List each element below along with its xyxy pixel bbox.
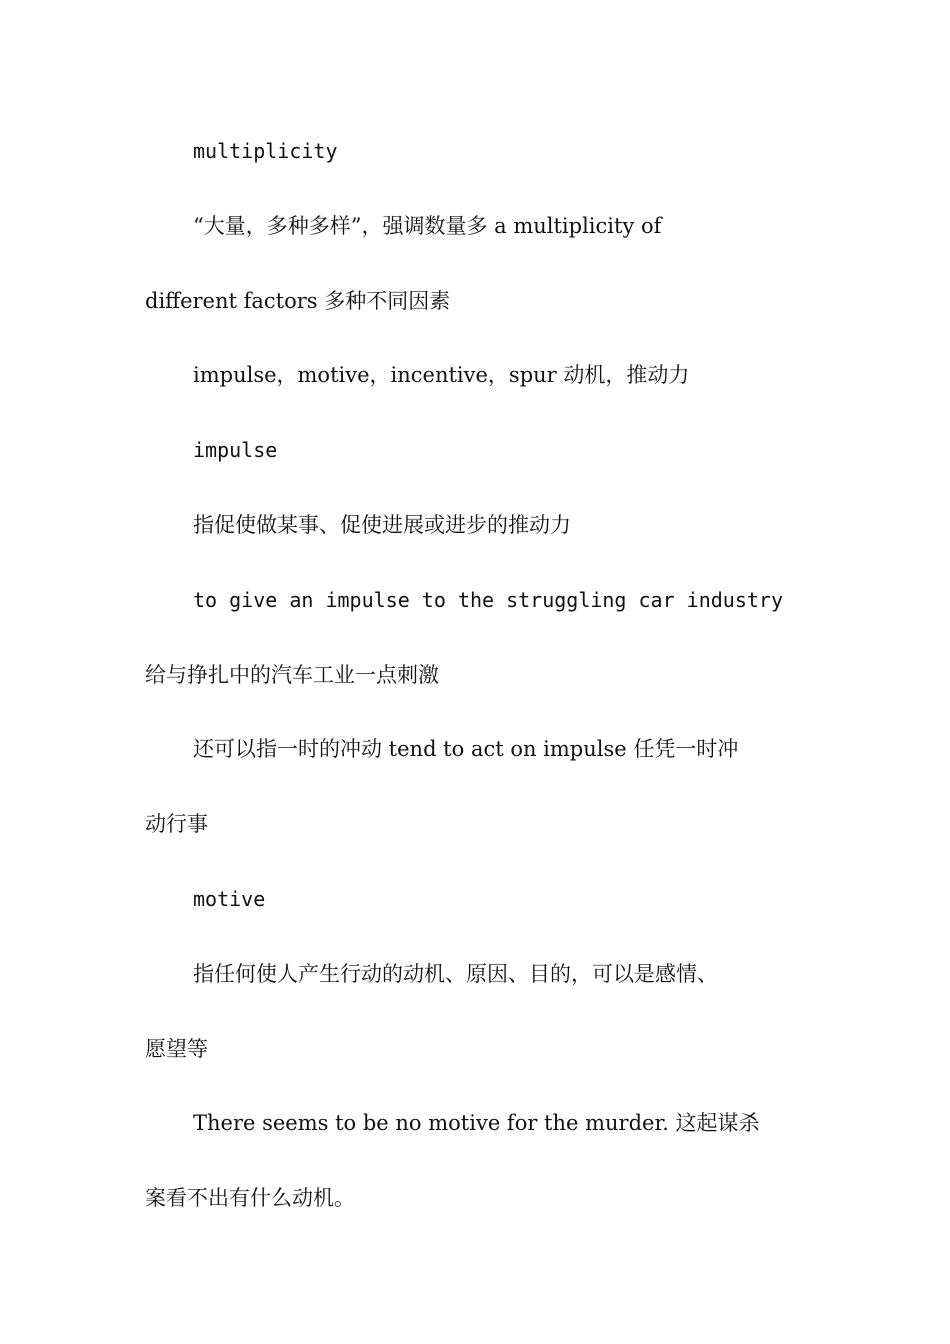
definition-line-continued: different factors 多种不同因素 xyxy=(145,288,451,313)
example-translation-line: 案看不出有什么动机。 xyxy=(145,1186,355,1211)
definition-line-continued: 动行事 xyxy=(145,812,208,837)
example-sentence-line: to give an impulse to the struggling car industry xyxy=(193,587,784,612)
definition-line: 指任何使人产生行动的动机、原因、目的，可以是感情、 xyxy=(193,961,718,986)
term-heading-multiplicity: multiplicity xyxy=(193,139,338,163)
definition-line: 还可以指一时的冲动 tend to act on impulse 任凭一时冲 xyxy=(193,737,739,762)
example-translation-line: 给与挣扎中的汽车工业一点刺激 xyxy=(145,662,439,687)
definition-line-continued: 愿望等 xyxy=(145,1036,208,1061)
definition-line: “大量，多种多样”，强调数量多 a multiplicity of xyxy=(193,213,662,238)
definition-line: 指促使做某事、促使进展或进步的推动力 xyxy=(193,512,571,537)
example-sentence-line: There seems to be no motive for the murder. 这起谋杀 xyxy=(193,1111,760,1136)
document-body xyxy=(145,133,807,1255)
synonym-group-line: impulse，motive，incentive，spur 动机，推动力 xyxy=(193,363,690,388)
term-heading-motive: motive xyxy=(193,886,266,911)
term-heading-impulse: impulse xyxy=(193,438,278,463)
